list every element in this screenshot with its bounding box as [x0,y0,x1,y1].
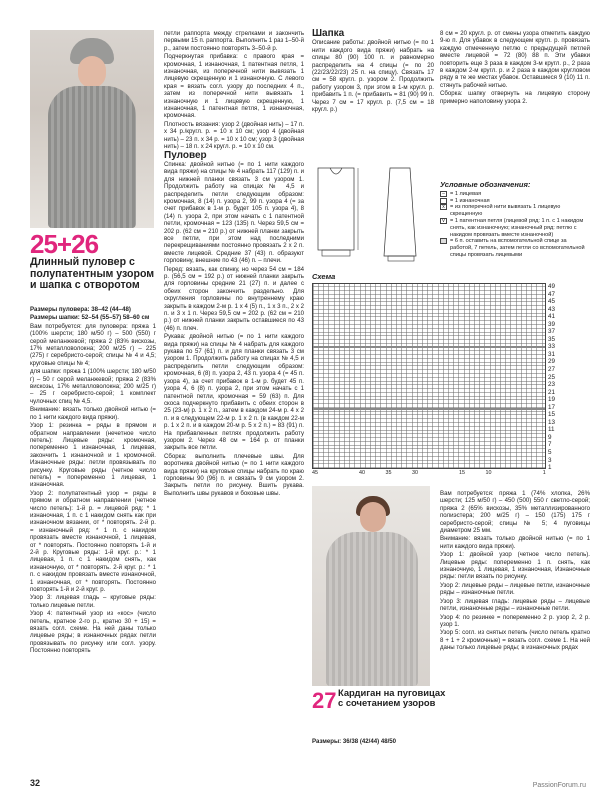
row-number: 17 [548,403,556,411]
legend-item-knit: – = 1 лицевая [440,191,590,198]
row-number: 35 [548,335,556,343]
column-number: 35 [385,470,392,476]
pullover-shape [48,86,136,228]
row-number: 3 [548,456,552,464]
chart-band [313,408,545,410]
legend-item-patent: v = 1 патентная петля (лицевой ряд: 1 п. с 1 накидом снять, как изнаночную; изнаночный ряд: петлю с накидом провязать вместе изнаночной) [440,218,590,238]
cardigan-attention: Внимание: вязать только двойной нитью (= по 1 нити каждого вида пряжи). [440,535,590,550]
legend-item-cable: = 6 п. оставить на вспомогательной спице за работой, 7 петель, затем петли со вспомогательной спицы провязать лицевыми [440,238,590,258]
pattern-3: Узор 3: лицевая гладь – круговые ряды: только лицевые петли. [30,594,156,609]
pattern-number: 25+26 [30,229,99,259]
legend-title: Условные обозначения: [440,180,531,189]
mid-p0: петли раппорта между стрелками и закончить первыми 15 п. раппорта. Выполнить 1 раз 1–50-й р., затем постоянно повторять 3–50-й р. [164,30,304,52]
face-shape [78,56,106,88]
sizes-pullover: Размеры пуловера: 38–42 (44–48) [30,306,131,313]
legend-item-twisted: x = из поперечной нити вывязать 1 лицевую скрещенную [440,204,590,218]
row-number: 47 [548,290,556,298]
column-number: 30 [412,470,418,476]
chart-band [313,346,545,348]
row-number: 41 [548,313,556,321]
row-number: 37 [548,328,556,336]
cardigan-column [440,490,590,653]
sleeve-instructions: Рукава: двойной нитью (= по 1 нити каждого вида пряжи) на спицы № 4 набрать для каждого рукава по 57 (61) п. и для планки связать 3 см узором 1. Продолжить работу на спицах № 4,5 и распределить петли следующим образом: кромочная, 6 (8) п. узора 2, 43 п. узора 4 (= 45 п. узора 4), за счет прибавок в 1-м р. будет 45 п. узора 4, 6 (8) п. узора 2, при этом начать с 1 патентной петли, кромочная = 59 (63) п. Для скоса подчеркнуто прибавить с обеих сторон в 25 (23-м) р. 1 х 2 п., затем в каждом 24-м р. 4 х 2 п. и в следующем 22-м р. 1 х 2 п. (в каждом 22-м р. 1 х 2 п. и в каждом 20-м р. 5 х 2 п.) = 83 (91) п. На прибавленных петлях продолжить работу узором 2. Через 48 см = 164 р. от планки закрыть все петли. [164,333,304,452]
column-number: 45 [312,470,318,476]
row-number: 33 [548,343,556,351]
cardigan-number: 27 [312,688,337,713]
page-number: 32 [30,778,41,788]
row-number: 49 [548,283,556,290]
row-number: 45 [548,298,556,306]
row-number: 31 [548,350,556,358]
legend [440,182,590,259]
row-number: 23 [548,381,556,389]
chart-column-numbers [312,470,546,476]
pattern-1: Узор 1: резинка = ряды в прямом и обратном направлении (нечетное число петель): Лицевые ряды: кромочная, попеременно 1 изнаночная, 1 лицевая, закончить 1 изнаночной и 1 кромочной. Изнаночные ряды: петли провязывать по рисунку. Круговые ряды (четное число петель) = попеременно 1 лицевая, 1 изнаночная. [30,422,156,489]
column-number: 15 [459,470,465,476]
pattern-4: Узор 4: патентный узор из «кос» (число петель, кратное 2-го р., кратно 30 + 15) = вязать согл. схеме. На ней даны только лицевые ряды; в изнаночных рядах петли провязывать по рисунку или согл. узору. Постоянно повторять [30,610,156,655]
row-number: 15 [548,411,556,419]
cardigan-title: Кардиган на пуговицах с сочетанием узоров [338,687,446,709]
back-instructions: Спинка: двойной нитью (= по 1 нити каждого вида пряжи) на спицы № 4 набрать 117 (129) п. и для нижней планки связать 3 см узором 1. Продолжить работу на спицах № 4,5 и распределить петли следующим образом: кромочная, 8 (14) п. узора 2, 99 п. узора 4 (= за счет прибавок в 1-м р. будет 105 п. узора 4), 8 (14) п. узора 2, при этом начать с 1 патентной петли, кромочная = 123 (135) п. Через 59,5 см = 202 р. (62 см = 210 р.) от нижней планки закрыть все петли, при этом над последними перекрещиваниями постоянно провязать 2 х 2 п. вместе лицевой. Средние 37 (43) п. образуют горловину, внешние по 43 (46) п. – плечи. [164,160,304,265]
face-shape [360,502,386,532]
scheme-title: Схема [312,272,336,281]
row-number: 13 [548,418,556,426]
hat-heading: Шапка [312,28,345,39]
cardigan-intro [312,738,434,746]
hat-assembly: Сборка: шапку отвернуть на лицевую сторону примерно наполовину узора 2. [440,90,590,105]
row-number: 9 [548,433,552,441]
hat-instructions: Описание работы: двойной нитью (= по 1 нити каждого вида пряжи) набрать на спицы 80 (90) 100 п. и равномерно распределить на 4 спицы (= по 20 (22/23/22/23) 25 п. на спицу). Связать 17 см = 58 кругл. р. узором 2. Продолжить работу узором 3, при этом в 1-м кругл. р. прибавить 1 п. (= прибавить = 81 (90) 99 п. Через 7 см = 17 кругл. р. (7,5 см = 18 кругл. р.) [312,39,434,114]
column-number: 40 [359,470,365,476]
row-number: 5 [548,449,552,457]
middle-column [164,30,304,498]
column-number: 10 [485,470,492,476]
right-column [440,30,590,106]
gauge: Плотность вязания: узор 2 (двойная нить) – 17 п. х 34 р./кругл. р. = 10 х 10 см; узор 4 (двойная нить) – 23 п. х 34 р. = 10 х 10 см; узор 3 (двойная нить) – 18 п. х 24 кругл. р. = 10 х 10 см. [164,120,304,151]
row-number: 25 [548,373,556,381]
cardigan-pattern-3: Узор 3: лицевая гладь: лицевые ряды – лицевые петли, изнаночные ряды – изнаночные петли. [440,597,590,613]
knitting-chart [312,283,546,469]
left-column [30,306,156,656]
site-watermark: PassionForum.ru [532,782,586,789]
cardigan-pattern-5: Узор 5: согл. из снятых петель (число петель кратно 8 + 1 + 2 кромочные) = вязать согл. схеме 1. На ней даны только лицевые ряды; в изнаночных рядах [440,629,590,652]
cardigan-pattern-4: Узор 4: по резинке = попеременно 2 р. узор 2, 2 р. узор 1. [440,613,590,628]
row-number: 27 [548,366,556,374]
front-instructions: Перед: вязать, как спинку, но через 54 см = 184 р. (56,5 см = 192 р.) от нижней планки закрыть для горловины средние 21 (27) п. и далее с обеих сторон закончить раздельно. Для скругления горловины по внутреннему краю закрыть в каждом 2-м р. 1 х 4 (5) п., 1 х 3 п., 2 х 2 п. и 3 х 1 п. Через 59,5 см = 202 р. (62 см = 210 р.) от нижней планки закрыть оставшиеся по 43 (46) п. плеч. [164,265,304,332]
row-number: 1 [548,464,552,472]
pullover-heading: Пуловер [164,149,207,161]
hat-materials: для шапки: пряжа 1 (100% шерсти; 180 м/50 г) – 50 г серой меланжевой; пряжа 2 (83% вискозы, 17% металловолокна; 200 м/25 г) – 25 г серебристо-серой; 1 комплект чулочных спиц № 4,5. [30,368,156,405]
cardigan-sizes: Размеры: 36/38 (42/44) 48/50 [312,738,397,745]
hat-column [312,30,434,114]
chart-row-numbers [548,283,555,472]
row-number: 7 [548,441,552,449]
knit-symbol-icon: – [440,191,447,197]
twisted-symbol-icon: x [440,204,447,210]
purl-symbol-icon [440,198,447,204]
materials: Вам потребуется: для пуловера: пряжа 1 (100% шерсти; 180 м/50 г) – 500 (550) г серой меланжевой; пряжа 2 (83% вискозы, 17% металловолокна; 200 м/25 г) – 225 (275) г серебристо-серой; спицы № 4 и 4,5; круговые спицы № 4; [30,322,156,367]
row-number: 11 [548,426,555,434]
cardigan-materials: Вам потребуется: пряжа 1 (74% хлопка, 26% шерсти; 125 м/50 г) – 450 (500) 550 г светло-серой; пряжа 2 (65% вискозы, 35% металлизированного полиэстера; 200 м/25 г) – 150 (175) 175 г серебристо-серой; спицы № 5; 4 пуговицы диаметром 25 мм. [440,490,590,535]
increase-note: Подчеркнутая прибавка: с правого края = кромочная, 1 изнаночная, 1 патентная петля, 1 изнаночная, из поперечной нити вывязать 1 лицевую скрещенную и 1 изнаночную. С левого края = вязать согл. узору до последних 4 п., затем из поперечной нити вывязать 1 изнаночную и 1 лицевую скрещенную, 1 изнаночная, 1 патентная петля, 1 изнаночная, кромочная. [164,53,304,120]
row-number: 21 [548,388,556,396]
model-photo-cardigan [312,486,430,686]
pattern-title: Длинный пуловер с полупатентным узором и шапка с отворотом [30,256,155,291]
hat-decrease: 8 см = 20 кругл. р. от смены узора отметить каждую 9-ю п. Для убавок в следующем кругл. р. провязать каждую отмеченную петлю с предыдущей петлей вместе лицевой = 72 (80) 88 п. Эти убавки повторить еще 3 раза в каждом 3-м кругл. р., 2 раза в каждом 2-м кругл. р. и 2 раза в каждом кругловом ряду в те же местах убавок. Оставшиеся 9 (10) 11 п. стянуть рабочей нитью. [440,30,590,89]
pattern-2: Узор 2: полупатентный узор = ряды в прямом и обратном направлении (четное число петель): 1-й р. = лицевой ряд: * 1 изнаночная, 1 п. с 1 накидом снять как при изнаночном вязании, от * повторять. 2-й р. = изнаночный ряд: * 1 п. с накидом провязать вместе изнаночной, 1 лицевая, от * повторять. Постоянно повторять 1-й и 2-й р. Круговые ряды: 1-й круг. р.: * 1 лицевая, 1 п. с 1 накидом снять, как изнаночную, от * повторять. 2-й круг. р.: * 1 п. с накидом провязать вместе изнаночной, 1 изнаночная, от * повторять. Постоянно повторять 1-й и 2-й круг. р. [30,489,156,594]
legend-item-purl: = 1 изнаночная [440,198,590,205]
column-number: 1 [542,470,546,476]
row-number: 39 [548,320,556,328]
cardigan-pattern-1: Узор 1: двойной узор (четное число петель). Лицевые ряды: попеременно 1 п. снять, как изнаночную, 1 лицевая, 1 изнаночная, Изнаночные ряды: петли вязать по рисунку. [440,551,590,581]
sizes-hat: Размеры шапки: 52–54 (55–57) 58–60 см [30,314,150,322]
attention: Внимание: вязать только двойной нитью (= по 1 нити каждого вида пряжи). [30,406,156,421]
pattern-diagram [312,160,432,266]
cardigan-shape [326,532,418,686]
cable-symbol-icon [440,238,447,244]
assembly-instructions: Сборка: выполнить плечевые швы. Для воротника двойной нитью (= по 1 нити каждого вида пряжи) на круговые спицы набрать по краю горловины 90 (96) п. и связать 9 см узором 2. Закрыть петли по рисунку. Вшить рукава. Выполнить швы рукавов и боковые швы. [164,452,304,497]
cardigan-pattern-2: Узор 2: лицевые ряды – лицевые петли, изнаночные ряды – изнаночные петли. [440,581,590,597]
row-number: 19 [548,396,556,404]
patent-symbol-icon: v [440,218,447,224]
row-number: 43 [548,305,556,313]
row-number: 29 [548,358,556,366]
model-photo-pullover [30,30,154,228]
